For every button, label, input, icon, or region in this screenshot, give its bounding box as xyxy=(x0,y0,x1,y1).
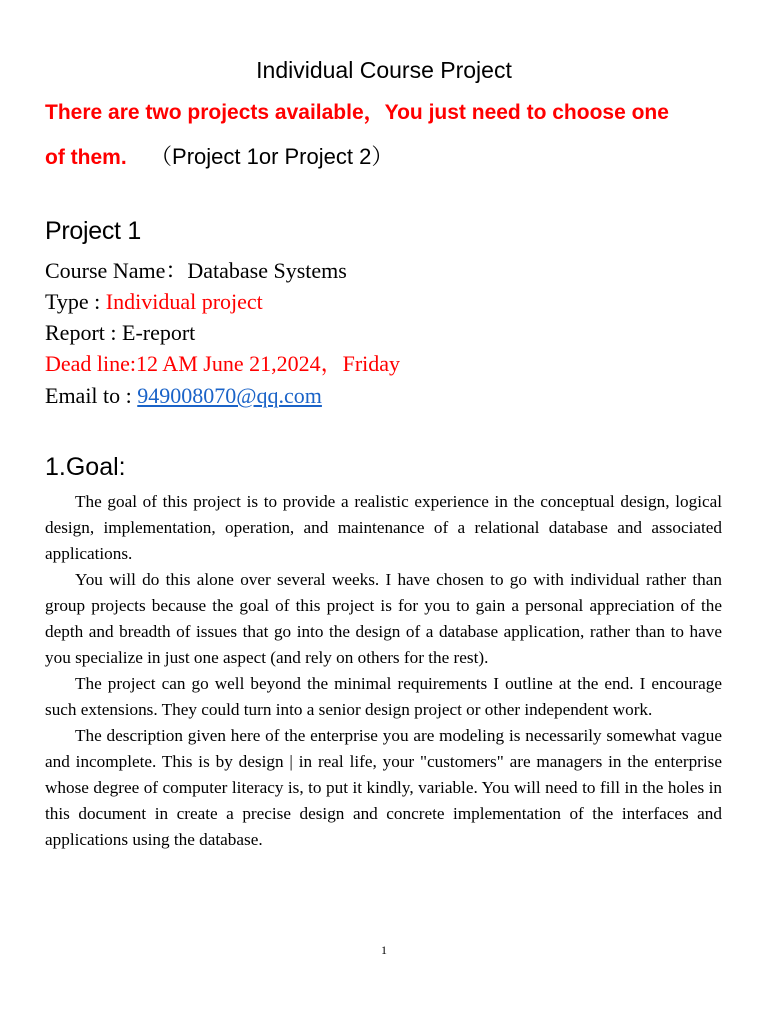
notice-line-2-bold: of them. xyxy=(45,146,127,169)
type-value: Individual project xyxy=(105,289,263,314)
paragraph: The goal of this project is to provide a realistic experience in the conceptual design, logical design, implementation, operation, and maintenance of a relational database and associated applications. xyxy=(45,492,722,563)
type-row xyxy=(45,289,745,315)
paragraph: The description given here of the enterprise you are modeling is necessarily somewhat vague and incomplete. This is by design | in real life, your "customers" are managers in the enterprise whose degree of computer literacy is, to put it kindly, variable. You will need to fill in the holes in this document in create a precise design and concrete implementation of the interfaces and applications using the database. xyxy=(45,726,722,849)
report-label: Report : xyxy=(45,320,122,345)
paragraph: The project can go well beyond the minimal requirements I outline at the end. I encourage such extensions. They could turn into a senior design project or other independent work. xyxy=(45,674,722,719)
notice-line-1: There are two projects available，You just need to choose one xyxy=(45,101,669,124)
email-label: Email to : xyxy=(45,383,138,408)
course-name-value: Database Systems xyxy=(187,258,347,283)
deadline: Dead line:12 AM June 21,2024，Friday xyxy=(45,351,401,376)
goal-body xyxy=(45,489,722,853)
notice-project-choice: （Project 1or Project 2） xyxy=(150,144,394,169)
paragraph: You will do this alone over several weeks. I have chosen to go with individual rather than group projects because the goal of this project is for you to gain a personal appreciation of the depth and breadth of issues that go into the design of a database application, rather than to have you specialize in just one aspect (and rely on others for the rest). xyxy=(45,570,722,667)
goal-heading: 1.Goal: xyxy=(45,453,126,481)
notice-line-2 xyxy=(45,144,735,171)
course-name-row xyxy=(45,258,745,284)
document-title: Individual Course Project xyxy=(256,57,512,83)
email-row xyxy=(45,383,745,409)
report-value: E-report xyxy=(122,320,196,345)
page-number: 1 xyxy=(381,943,387,957)
report-row xyxy=(45,320,745,346)
email-link[interactable]: 949008070@qq.com xyxy=(137,383,322,408)
project-heading: Project 1 xyxy=(45,217,141,245)
type-label: Type : xyxy=(45,289,106,314)
course-name-label: Course Name： xyxy=(45,258,188,283)
